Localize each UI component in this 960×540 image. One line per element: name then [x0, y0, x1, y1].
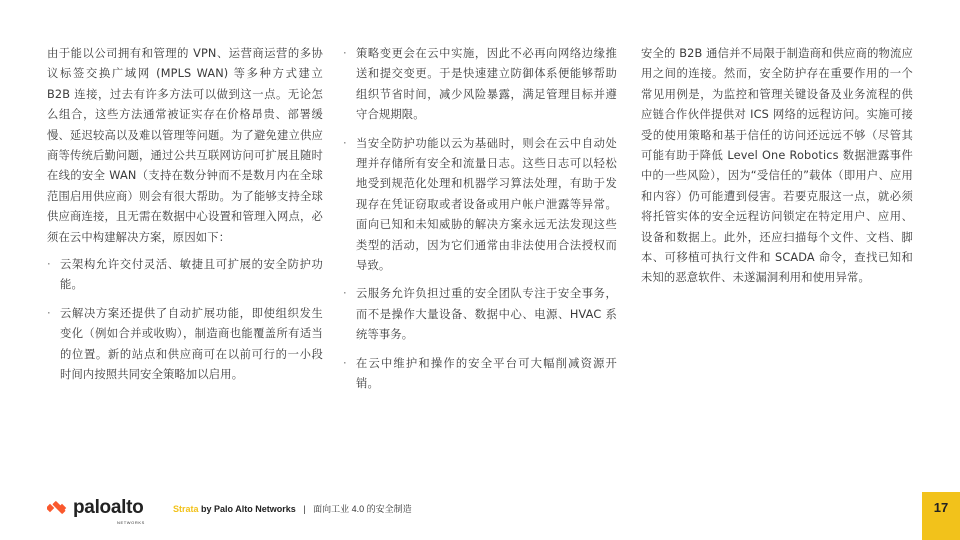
column-1-bullet-list: [47, 255, 323, 385]
list-item: · 策略变更会在云中实施，因此不必再向网络边缘推送和提交变更。于是快速建立防御体系便能够帮助组织节省时间，减少风险暴露，满足管理目标并遵守合规期限。: [343, 44, 617, 126]
bullet-icon: ·: [343, 47, 347, 60]
bullet-icon: ·: [47, 306, 51, 320]
logo-wordmark: paloalto: [73, 497, 144, 518]
bullet-icon: ·: [343, 136, 347, 150]
list-item: · 云架构允许交付灵活、敏捷且可扩展的安全防护功能。: [47, 255, 323, 296]
list-item: · 云服务允许负担过重的安全团队专注于安全事务，而不是操作大量设备、数据中心、电源、HVAC 系统等事务。: [343, 284, 617, 345]
paloalto-logo-icon: [47, 499, 69, 517]
list-item: · 在云中维护和操作的安全平台可大幅削减资源开销。: [343, 354, 617, 395]
list-item: · 当安全防护功能以云为基础时，则会在云中自动处理并存储所有安全和流量日志。这些日志可以轻松地受到规范化处理和机器学习算法处理，有助于发现存在凭证窃取或者设备或用户帐户泄露等异常。面向已知和未知威胁的解决方案永远无法发现这些类型的活动，因为它们通常由非法使用合法授权而导致。: [343, 134, 617, 277]
bullet-icon: ·: [47, 258, 51, 272]
bullet-icon: ·: [343, 287, 347, 301]
column-3-text: 安全的 B2B 通信并不局限于制造商和供应商的物流应用之间的连接。然而，安全防护存在重要作用的一个常见用例是，为监控和管理关键设备及业务流程的供应链合作伙伴提供对 ICS 网络的远程访问。实施可接受的使用策略和基于信任的访问还远远不够（尽管其可能有助于降低 Level One Robotics 数据泄露事件中的一些风险），因为“受信任的”载体（即用户、应用和内容）仍可能遭到侵害。若要克服这一点，就必须将托管实体的安全远程访问锁定在特定用户、应用、设备和数据上。此外，还应扫描每个文件、文档、脚本、可移植可执行文件和 SCADA 命令，查找已知和未知的恶意软件、未遂漏洞利用和使用异常。: [641, 47, 913, 285]
footer-doc-title: 面向工业 4.0 的安全制造: [313, 504, 412, 514]
paloalto-logo: [47, 496, 145, 525]
logo-subtitle: NETWORKS: [117, 520, 145, 525]
footer-brand: Strata: [173, 504, 199, 514]
column-3: [641, 44, 913, 296]
footer-company: by Palo Alto Networks: [201, 504, 296, 514]
column-2-bullet-list: [343, 44, 617, 395]
footer-separator: |: [303, 504, 306, 514]
bullet-icon: ·: [343, 356, 347, 370]
page-footer: [0, 492, 960, 540]
page-number: 17: [933, 500, 949, 515]
footer-caption: [173, 502, 412, 516]
list-item: · 云解决方案还提供了自动扩展功能，即使组织发生变化（例如合并或收购），制造商也能覆盖所有适当的位置。新的站点和供应商可在以前可行的一小段时间内按照共同安全策略加以启用。: [47, 304, 323, 386]
column-1-intro: 由于能以公司拥有和管理的 VPN、运营商运营的多协议标签交换广域网 (MPLS WAN) 等多种方式建立 B2B 连接，过去有许多方法可以做到这一点。无论怎么组合，这些方法通常被证实存在价格昂贵、部署缓慢、延迟较高以及难以管理等问题。为了避免建立供应商等传统后勤问题，通过公共互联网访问可扩展且随时在线的安全 WAN（支持在数分钟而不是数月内在全球范围启用供应商）则会有很大帮助。为了能够支持全球供应商连接，且无需在数据中心设置和管理入网点，必须在云中构建解决方案，原因如下：: [47, 47, 323, 244]
page-number-box: [922, 492, 960, 540]
column-2: [343, 44, 617, 403]
column-1: [47, 44, 323, 394]
